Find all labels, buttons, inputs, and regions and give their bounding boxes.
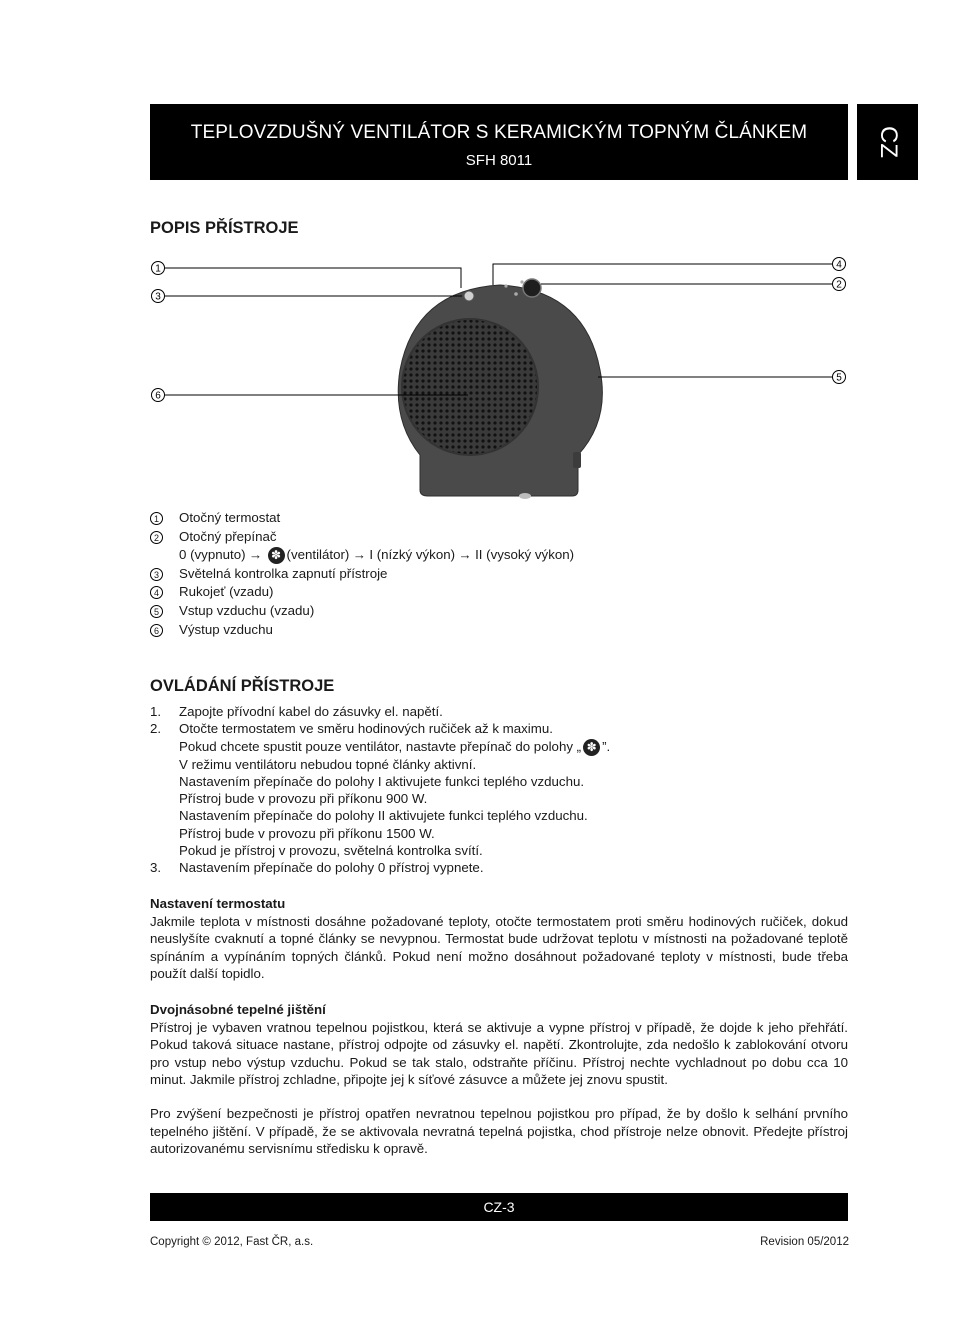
callout-4 (833, 258, 846, 271)
revision: Revision 05/2012 (760, 1236, 849, 1248)
legend-item: 1 Otočný termostat (150, 509, 574, 528)
svg-text:4: 4 (836, 259, 842, 271)
svg-text:6: 6 (155, 390, 161, 402)
header-title: TEPLOVZDUŠNÝ VENTILÁTOR S KERAMICKÝM TOPNÝM ČLÁNKEM (190, 122, 808, 143)
legend-item: 6 Výstup vzduchu (150, 621, 574, 640)
leader-line-4 (493, 264, 832, 285)
svg-text:1: 1 (155, 263, 161, 275)
thermostat-text: Jakmile teplota v místnosti dosáhne požadované teploty, otočte termostatem proti směru hodinových ručiček, dokud neuslyšíte cvaknutí a topné články se nevypnou. Termostat bude udržovat teplotu v místnosti na požadované teplotě spínáním a vypínáním topných článků. Pokud není možno dosáhnout požadované teploty v místnosti, bude třeba použít další topidlo. (150, 913, 848, 981)
step-1: 1. Zapojte přívodní kabel do zásuvky el. napětí. (150, 704, 443, 719)
callout-6 (152, 389, 165, 402)
indicator-light (514, 292, 518, 296)
legend-item: 3 Světelná kontrolka zapnutí přístroje (150, 565, 574, 584)
heater-diagram (0, 0, 962, 520)
page-number-bar: CZ-3 (150, 1193, 848, 1221)
leader-line-1 (165, 268, 461, 288)
legend-item: 5 Vstup vzduchu (vzadu) (150, 602, 574, 621)
svg-text:2: 2 (836, 279, 842, 291)
copyright: Copyright © 2012, Fast ČR, a.s. (150, 1236, 314, 1248)
heater-grille (402, 319, 538, 455)
thermostat-section (150, 895, 848, 983)
thermostat-knob (464, 291, 474, 301)
language-code: CZ (874, 126, 902, 158)
section-heading-description: POPIS PŘÍSTROJE (150, 219, 299, 237)
step-3: 3. Nastavením přepínače do polohy 0 přístroj vypnete. (150, 860, 484, 876)
fan-icon: ✽ (583, 739, 600, 756)
thermostat-title: Nastavení termostatu (150, 896, 286, 911)
parts-legend (150, 509, 574, 639)
svg-text:3: 3 (155, 291, 161, 303)
callout-5 (833, 371, 846, 384)
switch-sequence: 0 (vypnuto) → ✽ (ventilátor) → I (nízký výkon) → II (vysoký výkon) (150, 546, 574, 565)
heater-side-tab (573, 452, 581, 468)
operation-steps: 1. Zapojte přívodní kabel do zásuvky el. napětí. 2. Otočte termostatem ve směru hodinových ručiček až k maximu. Pokud chcete spustit pouze ventilátor, nastavte přepínač do polohy „ ✽ ”. V režimu ventilátoru nebudou topné články aktivní. Nastavením přepínače do polohy I aktivujete funkci teplého vzduchu. Přístroj bude v provozu při příkonu 900 W. Nastavením přepínače do polohy II aktivujete funkci teplého vzduchu. Přístroj bude v provozu při příkonu 1500 W. Pokud je přístroj v provozu, světelná kontrolka svítí. 3. Nastavením přepínače do polohy 0 přístroj vypnete. (150, 703, 850, 877)
step-2: 2. Otočte termostatem ve směru hodinových ručiček až k maximu. (150, 721, 553, 737)
heater-foot (519, 493, 531, 499)
callout-2 (833, 278, 846, 291)
section-heading-operation: OVLÁDÁNÍ PŘÍSTROJE (150, 677, 335, 695)
safety-section (150, 1001, 848, 1089)
arrow-right-icon: → (248, 547, 263, 563)
extra-safety-text: Pro zvýšení bezpečnosti je přístroj opatřen nevratnou tepelnou pojistkou pro případ, že by došlo k selhání prvního tepelného jištění. V případě, že se aktivovala nevratná tepelná pojistka, chod přístroje nelze obnovit. Předejte přístroj autorizovanému servisnímu středisku k opravě. (150, 1106, 848, 1156)
fan-icon: ✽ (268, 547, 285, 564)
callout-1 (152, 262, 165, 275)
arrow-right-icon: → (458, 547, 472, 563)
header-model: SFH 8011 (465, 152, 533, 169)
switch-knob (523, 279, 541, 297)
svg-text:5: 5 (836, 372, 842, 384)
legend-item: 2 Otočný přepínač (150, 528, 574, 547)
safety-text: Přístroj je vybaven vratnou tepelnou pojistkou, která se aktivuje a vypne přístroj v případě, že dojde k jeho přehřátí. Pokud taková situace nastane, přístroj odpojte od zásuvky el. napětí. Zkontrolujte, zda nedošlo k zablokování otvoru pro vstup nebo výstup vzduchu. Pokud se tak stalo, odstraňte příčinu. Přístroj nechte vychladnout po dobu cca 10 minut. Jakmile přístroj zchladne, připojte jej k síťové zásuvce a můžete jej znovu spustit. (150, 1019, 848, 1087)
arrow-right-icon: → (352, 547, 366, 563)
safety-title: Dvojnásobné tepelné jištění (150, 1002, 326, 1017)
legend-item: 4 Rukojeť (vzadu) (150, 583, 574, 602)
callout-3 (152, 290, 165, 303)
